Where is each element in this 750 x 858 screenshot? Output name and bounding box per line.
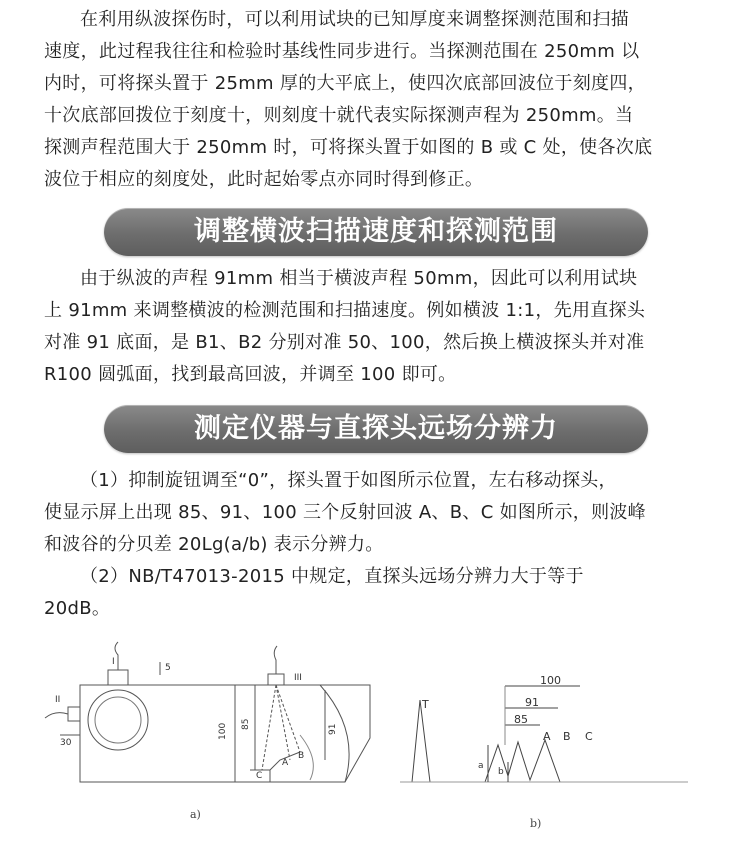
label-t: T: [422, 698, 429, 711]
label-dim-5: 5: [165, 663, 171, 673]
label-dim-91: 91: [328, 723, 338, 735]
text-line: （2）NB/T47013-2015 中规定，直探头远场分辨力大于等于: [80, 566, 584, 587]
text-line: 使显示屏上出现 85、91、100 三个反射回波 A、B、C 如图所示，则波峰: [44, 502, 646, 523]
section-heading-resolution: 测定仪器与直探头远场分辨力: [104, 405, 648, 453]
label-dim-85: 85: [514, 713, 528, 726]
text-line: 上 91mm 来调整横波的检测范围和扫描速度。例如横波 1:1，先用直探头: [44, 300, 646, 321]
label-probe-iii: III: [294, 673, 302, 683]
text-line: 十次底部回拨位于刻度十，则刻度十就代表实际探测声程为 250mm。当: [44, 105, 634, 126]
label-point-b: B: [298, 751, 305, 761]
label-dim-100: 100: [540, 674, 561, 687]
echo-trace: [400, 700, 680, 782]
text-line: 速度，此过程我往往和检验时基线性同步进行。当探测范围在 250mm 以: [44, 41, 640, 62]
caption-figure-b: b): [530, 817, 542, 830]
label-a-height: a: [478, 761, 484, 771]
label-dim-100: 100: [218, 722, 228, 740]
text-line: 在利用纵波探伤时，可以利用试块的已知厚度来调整探测范围和扫描: [80, 9, 629, 30]
text-line: R100 圆弧面，找到最高回波，并调至 100 即可。: [44, 364, 457, 385]
text-line: 对准 91 底面，是 B1、B2 分别对准 50、100，然后换上横波探头并对准: [44, 332, 645, 353]
label-c: C: [585, 730, 593, 743]
label-dim-30: 30: [60, 738, 72, 748]
text-line: 波位于相应的刻度处，此时起始零点亦同时得到修正。: [44, 169, 484, 190]
label-dim-91: 91: [525, 696, 539, 709]
label-dim-85: 85: [241, 718, 251, 730]
label-b: B: [563, 730, 571, 743]
text-line: 内时，可将探头置于 25mm 厚的大平底上，使四次底部回波位于刻度四，: [44, 73, 646, 94]
text-line: 20dB。: [44, 598, 111, 619]
label-point-c: C: [256, 771, 263, 781]
text-line: （1）抑制旋钮调至“0”，探头置于如图所示位置，左右移动探头，: [80, 470, 617, 491]
section-heading-shear-wave: 调整横波扫描速度和探测范围: [104, 208, 648, 256]
label-probe-i: I: [112, 657, 115, 667]
label-b-height: b: [498, 767, 504, 777]
label-a: A: [543, 730, 551, 743]
caption-figure-a: a): [190, 808, 201, 821]
text-line: 探测声程范围大于 250mm 时，可将探头置于如图的 B 或 C 处，使各次底: [44, 137, 653, 158]
text-line: 和波谷的分贝差 20Lg(a/b) 表示分辨力。: [44, 534, 384, 555]
label-point-a: A: [282, 758, 289, 768]
label-probe-ii: II: [55, 695, 61, 705]
text-line: 由于纵波的声程 91mm 相当于横波声程 50mm，因此可以利用试块: [80, 268, 638, 289]
